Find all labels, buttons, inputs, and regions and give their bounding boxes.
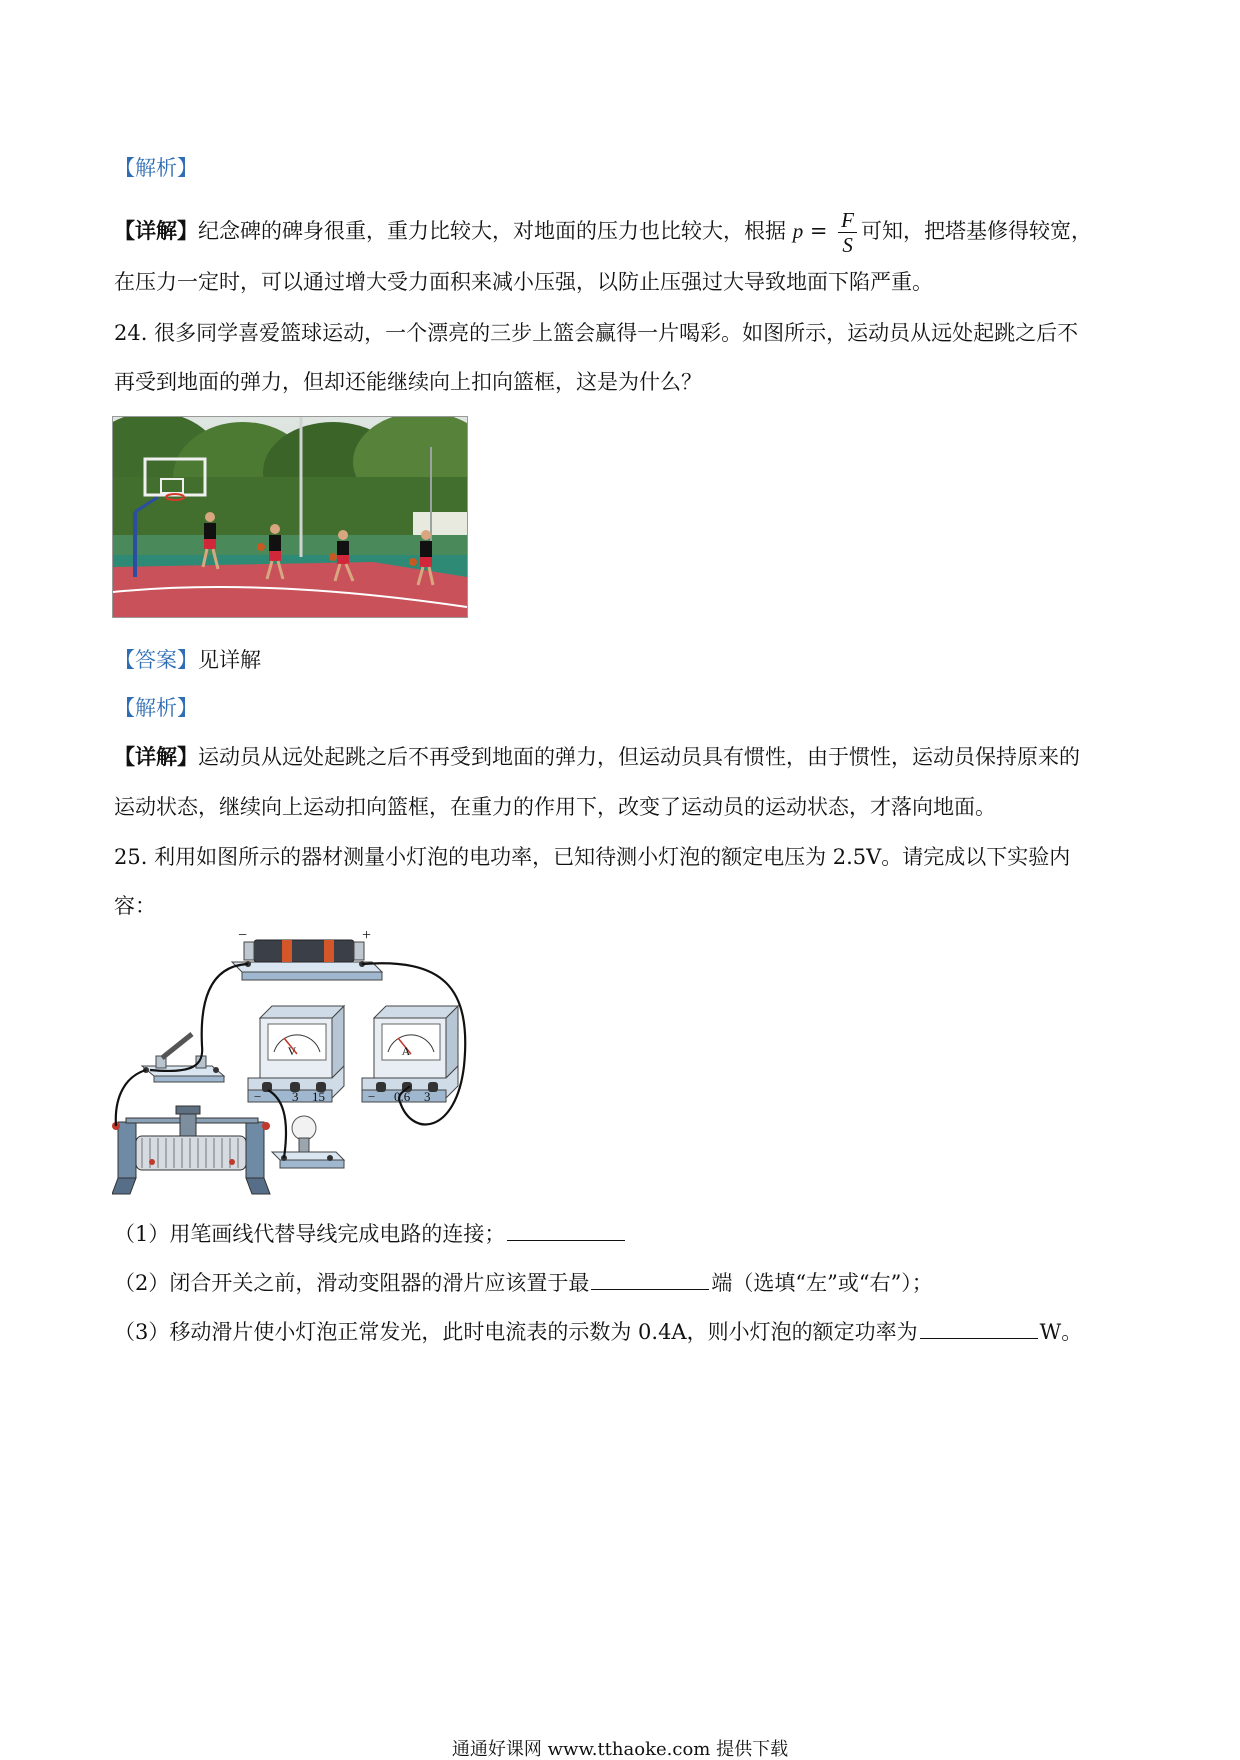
sub-question-3-text-end: W。	[1039, 1320, 1083, 1344]
analysis-heading	[114, 153, 198, 183]
voltmeter-terminal-15: 15	[312, 1089, 325, 1104]
detail-paragraph-line-1	[114, 196, 1092, 266]
detail-text: 运动员从远处起跳之后不再受到地面的弹力，但运动员具有惯性，由于惯性，运动员保持原来的	[198, 745, 1080, 769]
detail-tag: 【详解】	[114, 744, 198, 769]
detail-text: 纪念碑的碑身很重，重力比较大，对地面的压力也比较大，根据	[198, 219, 786, 243]
formula-denominator: S	[842, 233, 853, 257]
battery-minus-label: −	[238, 927, 248, 944]
voltmeter-symbol: V	[287, 1044, 297, 1058]
analysis-tag: 【解析】	[114, 696, 198, 720]
answer-blank-3[interactable]	[920, 1318, 1038, 1339]
formula-equals: =	[809, 219, 828, 243]
question-25-line-2: 容：	[114, 894, 156, 918]
sub-question-2-text: （2）闭合开关之前，滑动变阻器的滑片应该置于最	[114, 1271, 590, 1295]
ammeter-symbol: A	[401, 1044, 411, 1058]
basketball-layup-photo	[112, 416, 468, 618]
answer-blank-2[interactable]	[591, 1269, 709, 1290]
sliding-rheostat	[112, 1106, 270, 1194]
battery-holder	[232, 940, 382, 980]
battery-plus-label: +	[362, 927, 372, 944]
detail-24-line-1	[114, 742, 1080, 772]
ammeter-terminal-3: 3	[424, 1089, 431, 1104]
voltmeter-terminal-3: 3	[292, 1089, 299, 1104]
voltmeter-terminal-negative: −	[254, 1089, 262, 1104]
ammeter-terminal-0.6: 0.6	[394, 1089, 411, 1104]
sub-question-1	[114, 1219, 627, 1249]
answer-blank-1[interactable]	[507, 1220, 625, 1241]
question-25-line-1: 25. 利用如图所示的器材测量小灯泡的电功率，已知待测小灯泡的额定电压为 2.5V。请完成以下实验内	[114, 845, 1071, 869]
detail-text-continued: 可知，把塔基修得较宽，	[861, 219, 1092, 243]
sub-question-2	[114, 1268, 933, 1298]
answer-tag: 【答案】	[114, 648, 198, 672]
circuit-apparatus-figure	[112, 926, 532, 1218]
question-24-line-2: 再受到地面的弹力，但却还能继续向上扣向篮框，这是为什么？	[114, 370, 702, 394]
detail-24-line-2: 运动状态，继续向上运动扣向篮框，在重力的作用下，改变了运动员的运动状态，才落向地面。	[114, 795, 996, 819]
formula-fraction	[838, 208, 857, 257]
analysis-24-heading	[114, 693, 198, 723]
sub-question-2-text-end: 端（选填“左”或“右”）；	[711, 1271, 933, 1295]
sub-question-3-text: （3）移动滑片使小灯泡正常发光，此时电流表的示数为 0.4A，则小灯泡的额定功率为	[114, 1320, 918, 1344]
light-bulb	[272, 1116, 344, 1168]
page-footer: 通通好课网 www.tthaoke.com 提供下载	[451, 1739, 789, 1760]
detail-tag: 【详解】	[114, 218, 198, 243]
formula-pressure-symbol: p	[792, 219, 804, 243]
answer-text: 见详解	[198, 648, 261, 672]
knife-switch	[142, 1034, 224, 1082]
detail-paragraph-line-2: 在压力一定时，可以通过增大受力面积来减小压强，以防止压强过大导致地面下陷严重。	[114, 270, 933, 294]
sub-question-3	[114, 1317, 1082, 1347]
analysis-tag: 【解析】	[114, 156, 198, 180]
sub-question-1-text: （1）用笔画线代替导线完成电路的连接；	[114, 1222, 506, 1246]
answer-24	[114, 645, 261, 675]
question-24-line-1: 24. 很多同学喜爱篮球运动，一个漂亮的三步上篮会赢得一片喝彩。如图所示，运动员从远处起跳之后不	[114, 321, 1079, 345]
formula-numerator: F	[838, 208, 857, 233]
ammeter-terminal-negative: −	[368, 1089, 376, 1104]
